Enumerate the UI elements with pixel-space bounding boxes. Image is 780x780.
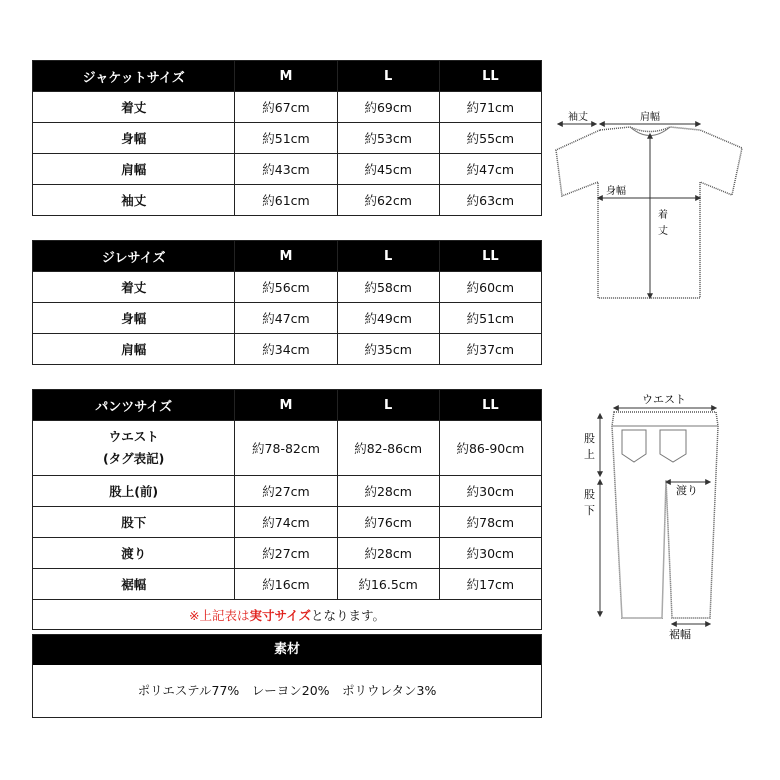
table-cell: 約53cm [337, 123, 439, 154]
length-label-2: 丈 [658, 226, 668, 237]
actual-size-note [33, 600, 542, 630]
table-row [33, 507, 542, 538]
sleeve-length-label: 袖丈 [568, 112, 588, 123]
size-m-header: M [235, 390, 337, 421]
table-row [33, 272, 542, 303]
table-row [33, 421, 542, 476]
table-cell: 約78-82cm [235, 421, 337, 476]
row-label: 股下 [33, 507, 235, 538]
row-label: 着丈 [33, 272, 235, 303]
table-cell: 約17cm [439, 569, 541, 600]
table-row [33, 476, 542, 507]
jacket-size-table [32, 60, 542, 216]
table-cell: 約28cm [337, 538, 439, 569]
row-label: 股上(前) [33, 476, 235, 507]
inseam-label-2: 下 [584, 504, 595, 517]
note-row [33, 600, 542, 630]
table-cell: 約47cm [439, 154, 541, 185]
table-cell: 約34cm [235, 334, 337, 365]
table-header-row [33, 241, 542, 272]
table-cell: 約76cm [337, 507, 439, 538]
size-m-header: M [235, 241, 337, 272]
size-ll-header: LL [439, 390, 541, 421]
vest-size-table [32, 240, 542, 365]
jacket-header-label: ジャケットサイズ [33, 61, 235, 92]
table-cell: 約67cm [235, 92, 337, 123]
row-label [33, 421, 235, 476]
row-label: 身幅 [33, 303, 235, 334]
material-box [32, 634, 542, 718]
jacket-diagram [550, 100, 750, 310]
table-row [33, 303, 542, 334]
pants-header-label: パンツサイズ [33, 390, 235, 421]
row-label: 肩幅 [33, 154, 235, 185]
table-cell: 約43cm [235, 154, 337, 185]
table-row [33, 123, 542, 154]
table-cell: 約49cm [337, 303, 439, 334]
table-cell: 約16cm [235, 569, 337, 600]
table-cell: 約69cm [337, 92, 439, 123]
table-cell: 約27cm [235, 538, 337, 569]
waist-label: ウエスト [108, 429, 159, 444]
table-cell: 約30cm [439, 476, 541, 507]
table-row [33, 154, 542, 185]
table-cell: 約82-86cm [337, 421, 439, 476]
table-cell: 約63cm [439, 185, 541, 216]
table-row [33, 185, 542, 216]
table-row [33, 334, 542, 365]
table-cell: 約47cm [235, 303, 337, 334]
table-header-row [33, 390, 542, 421]
table-cell: 約37cm [439, 334, 541, 365]
row-label: 身幅 [33, 123, 235, 154]
row-label: 肩幅 [33, 334, 235, 365]
shoulder-width-label: 肩幅 [640, 112, 660, 123]
table-cell: 約35cm [337, 334, 439, 365]
inseam-label-1: 股 [584, 488, 595, 501]
table-cell: 約51cm [439, 303, 541, 334]
table-cell: 約51cm [235, 123, 337, 154]
pants-diagram [578, 390, 738, 645]
jacket-outline [556, 127, 742, 298]
table-cell: 約45cm [337, 154, 439, 185]
table-row [33, 92, 542, 123]
table-cell: 約78cm [439, 507, 541, 538]
row-label: 裾幅 [33, 569, 235, 600]
material-title: 素材 [33, 635, 541, 665]
table-cell: 約58cm [337, 272, 439, 303]
row-label: 袖丈 [33, 185, 235, 216]
table-cell: 約28cm [337, 476, 439, 507]
pants-outline [612, 412, 718, 618]
note-highlight: 実寸サイズ [249, 607, 311, 623]
pants-size-table [32, 389, 542, 630]
waist-tag-label: (タグ表記) [102, 451, 165, 466]
material-text: ポリエステル77% レーヨン20% ポリウレタン3% [137, 683, 437, 698]
note-suffix: となります。 [310, 607, 385, 623]
row-label: 着丈 [33, 92, 235, 123]
length-label-1: 着 [658, 210, 668, 221]
chest-width-label: 身幅 [606, 186, 626, 197]
table-cell: 約71cm [439, 92, 541, 123]
table-header-row [33, 61, 542, 92]
hem-width-label: 裾幅 [669, 628, 691, 641]
table-cell: 約60cm [439, 272, 541, 303]
table-cell: 約16.5cm [337, 569, 439, 600]
rise-label-2: 上 [584, 448, 595, 461]
size-l-header: L [337, 390, 439, 421]
size-ll-header: LL [439, 61, 541, 92]
row-label: 渡り [33, 538, 235, 569]
size-m-header: M [235, 61, 337, 92]
note-prefix: ※上記表は [188, 607, 250, 623]
table-cell: 約55cm [439, 123, 541, 154]
table-cell: 約62cm [337, 185, 439, 216]
rise-label-1: 股 [584, 432, 595, 445]
size-ll-header: LL [439, 241, 541, 272]
vest-header-label: ジレサイズ [33, 241, 235, 272]
thigh-label: 渡り [676, 484, 698, 497]
table-row [33, 569, 542, 600]
table-cell: 約30cm [439, 538, 541, 569]
table-cell: 約27cm [235, 476, 337, 507]
table-cell: 約86-90cm [439, 421, 541, 476]
table-cell: 約61cm [235, 185, 337, 216]
table-row [33, 538, 542, 569]
waist-diagram-label: ウエスト [642, 393, 686, 406]
table-cell: 約74cm [235, 507, 337, 538]
size-l-header: L [337, 241, 439, 272]
size-l-header: L [337, 61, 439, 92]
table-cell: 約56cm [235, 272, 337, 303]
